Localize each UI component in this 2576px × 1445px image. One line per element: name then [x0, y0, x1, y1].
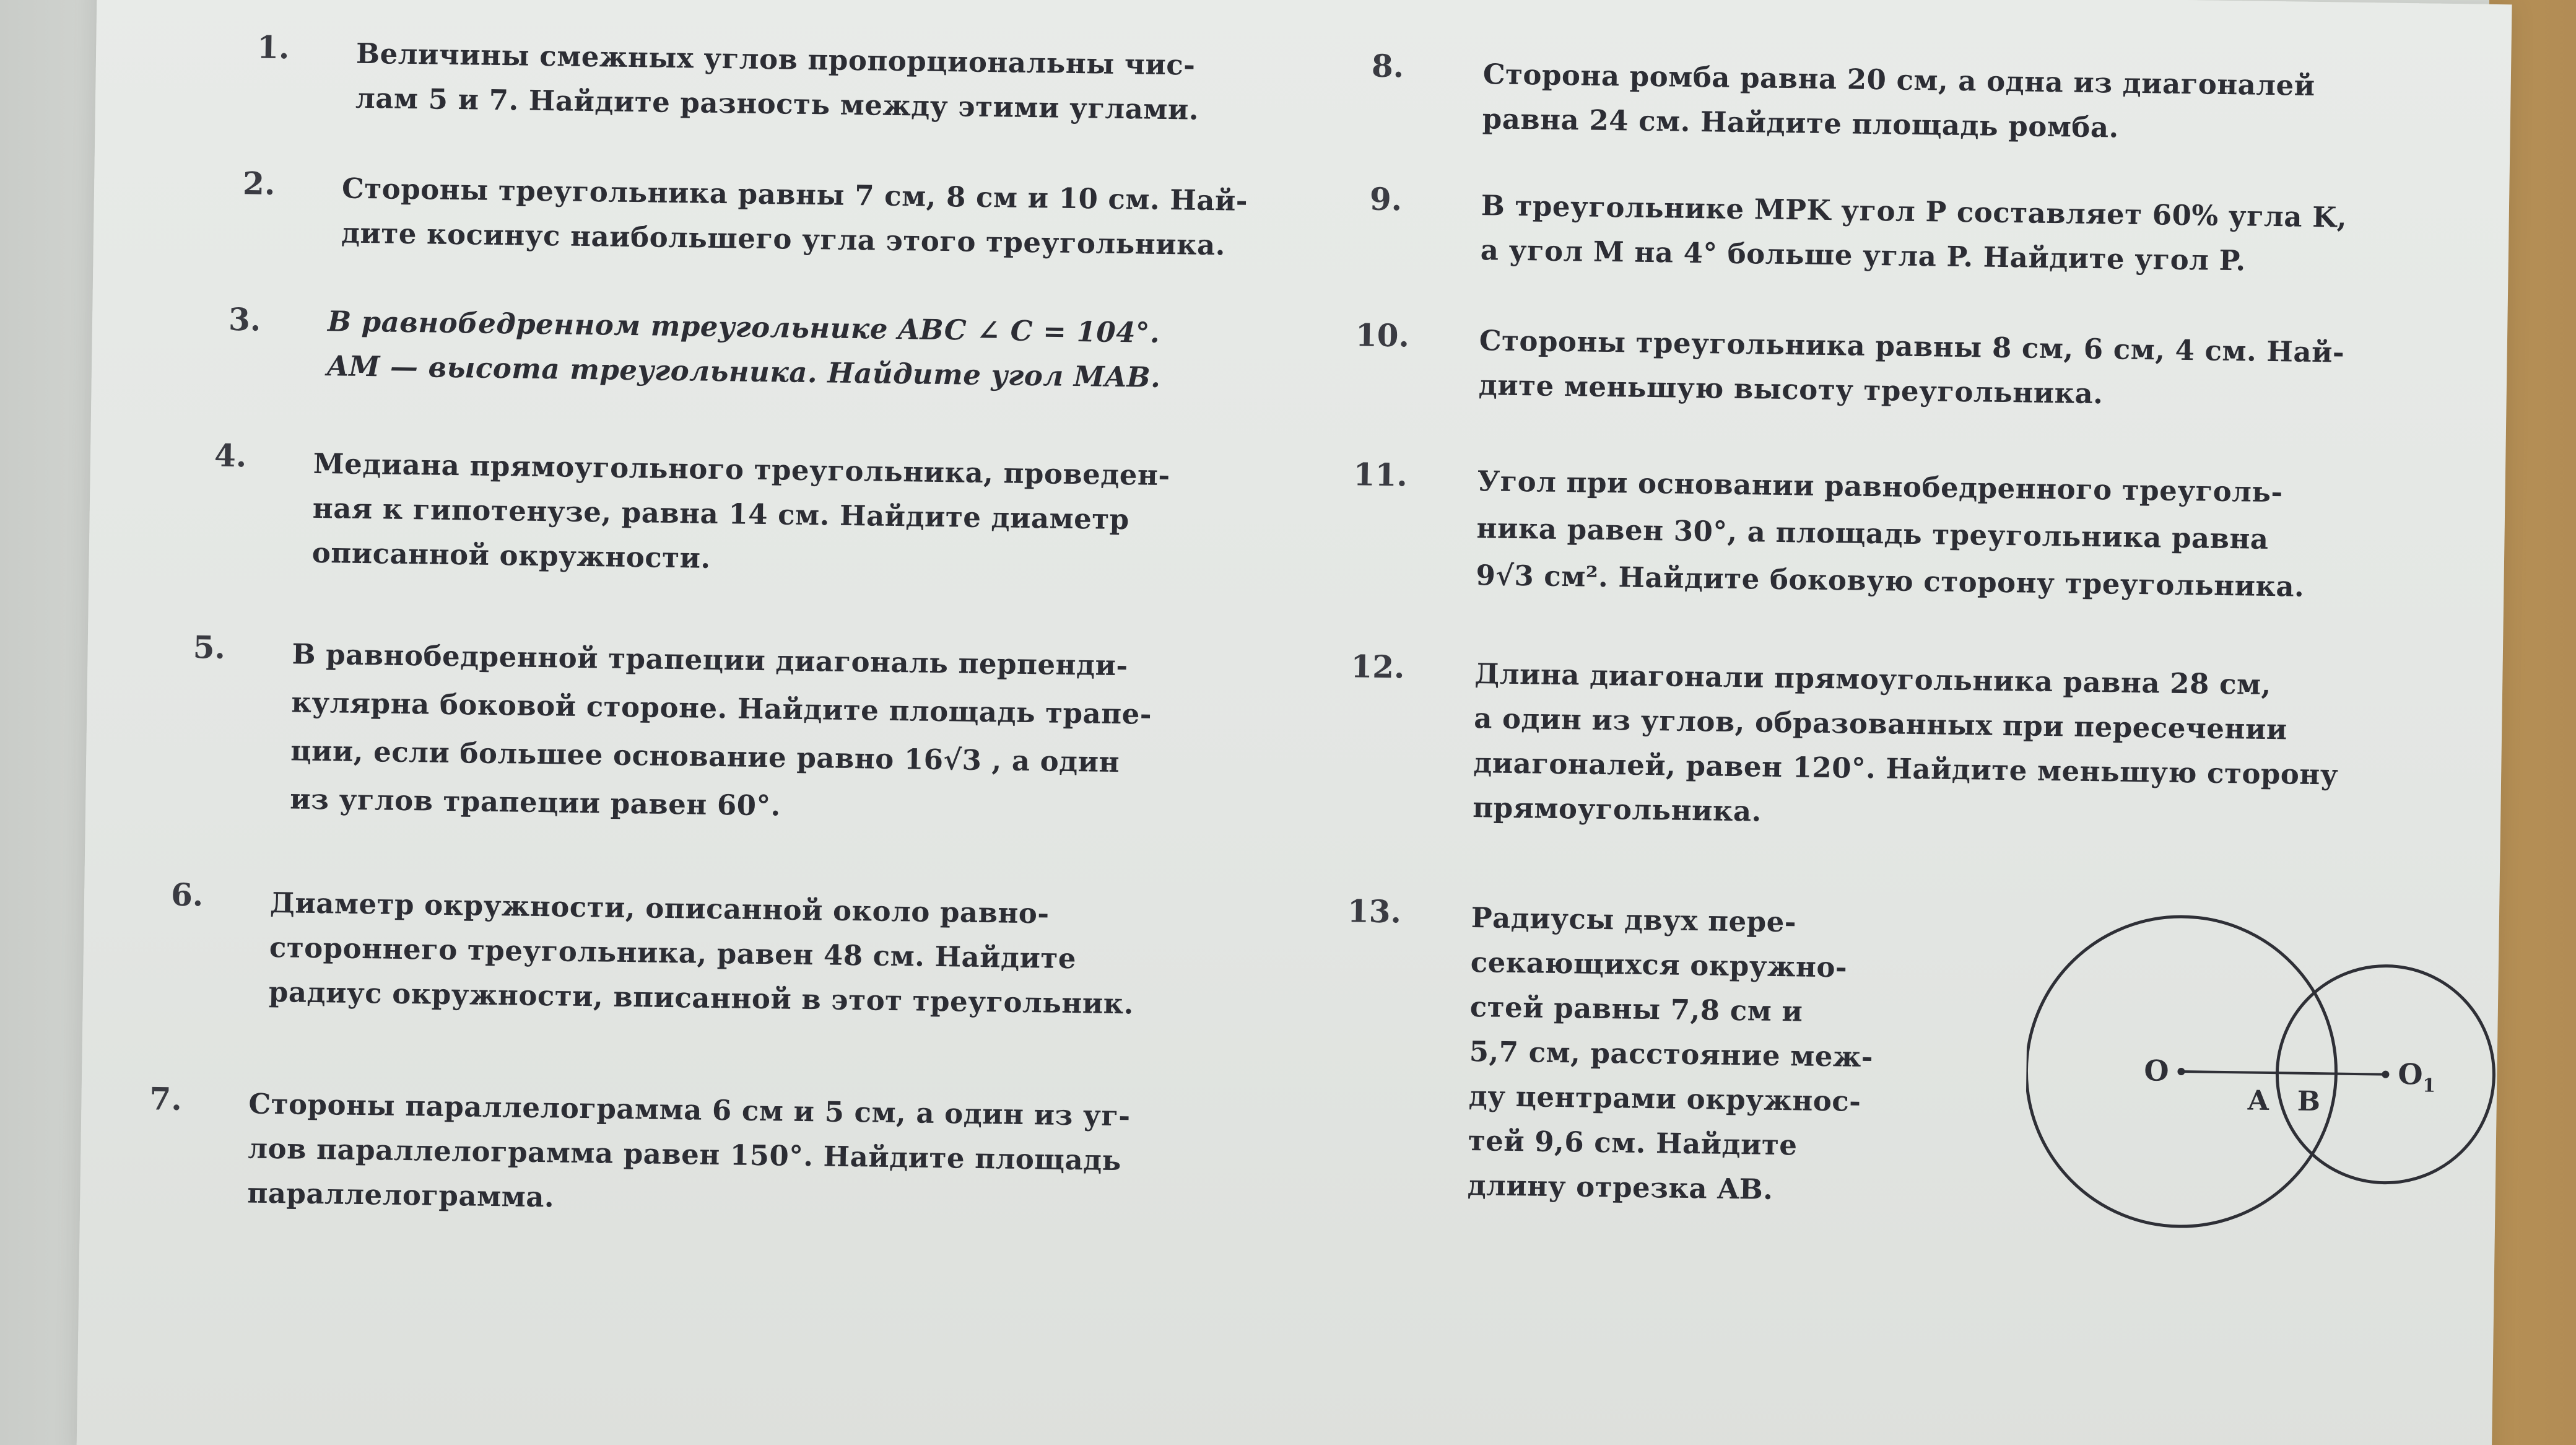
- problem-line: а один из углов, образованных при пересечении: [1473, 702, 2288, 746]
- problem-text: [290, 630, 1153, 835]
- problem-text: [1480, 183, 2347, 285]
- label-a: A: [2247, 1085, 2269, 1117]
- problem-line: Сторона ромба равна 20 см, а одна из диагоналей: [1482, 58, 2316, 102]
- problem-line: лов параллелограмма равен 150°. Найдите площадь: [248, 1132, 1122, 1177]
- problem-line: Стороны параллелограмма 6 см и 5 см, а один из уг-: [248, 1087, 1131, 1133]
- problem-number: 9.: [1369, 180, 1403, 218]
- problem-line: Радиусы двух пере-: [1471, 901, 1797, 939]
- problem-line: ции, если большее основание равно 16√3 , а один: [290, 734, 1120, 779]
- problem-line: Стороны треугольника равны 8 см, 6 см, 4 см. Най-: [1479, 324, 2345, 369]
- problem-line: 9√3 см². Найдите боковую сторону треугольника.: [1476, 559, 2305, 603]
- label-o1: [2398, 1057, 2436, 1097]
- problem-number: 3.: [228, 300, 261, 338]
- problem-line: 5,7 см, расстояние меж-: [1469, 1035, 1874, 1074]
- center-o: [2177, 1068, 2185, 1075]
- problem-number: 6.: [170, 876, 204, 914]
- problem-number: 5.: [193, 629, 226, 666]
- problem-text: [327, 299, 1162, 400]
- problem-number: 13.: [1347, 893, 1402, 930]
- problem-text: [1467, 896, 1875, 1213]
- problem-line: секающихся окружно-: [1470, 946, 1848, 984]
- problem-line: В равнобедренной трапеции диагональ перпенди-: [292, 637, 1129, 683]
- problem-line: Величины смежных углов пропорциональны чис-: [355, 37, 1196, 82]
- worksheet-page: [76, 0, 2512, 1445]
- problem-line: В треугольнике MPK угол P составляет 60% угла K,: [1481, 189, 2348, 234]
- problem-number: 12.: [1351, 648, 1405, 686]
- problem-line: длину отрезка AB.: [1467, 1168, 1773, 1206]
- problem-number: 1.: [256, 28, 290, 66]
- problem-text: [1473, 652, 2340, 842]
- label-o1-subscript: 1: [2422, 1075, 2436, 1097]
- problem-line: равна 24 см. Найдите площадь ромба.: [1482, 102, 2120, 144]
- problem-line: а угол M на 4° больше угла P. Найдите угол P.: [1480, 234, 2247, 277]
- problem-line: Медиана прямоугольного треугольника, проведен-: [313, 447, 1170, 492]
- problem-line: стей равны 7,8 см и: [1469, 990, 1803, 1028]
- label-o: O: [2144, 1054, 2169, 1088]
- intersecting-circles-figure: [2024, 896, 2512, 1250]
- center-o1: [2382, 1071, 2389, 1078]
- problem-text: [311, 442, 1170, 587]
- problem-text: [1482, 52, 2315, 153]
- problem-text: [1478, 318, 2344, 419]
- problem-line: AM — высота треугольника. Найдите угол MAB.: [326, 349, 1161, 394]
- problem-number: 8.: [1371, 47, 1404, 85]
- problem-line: параллелограмма.: [247, 1176, 555, 1214]
- problem-text: [355, 32, 1200, 133]
- segment-o-o1: [2181, 1072, 2385, 1075]
- problem-line: лам 5 и 7. Найдите разность между этими углами.: [355, 81, 1199, 126]
- problem-line: Угол при основании равнобедренного треуголь-: [1477, 465, 2284, 509]
- problem-text: [268, 881, 1135, 1026]
- problem-line: ная к гипотенузе, равна 14 см. Найдите диаметр: [312, 491, 1130, 536]
- problem-number: 2.: [242, 165, 276, 202]
- problem-line: диагоналей, равен 120°. Найдите меньшую сторону: [1473, 746, 2339, 792]
- problem-number: 11.: [1353, 456, 1408, 494]
- problem-line: радиус окружности, вписанной в этот треугольник.: [268, 975, 1134, 1021]
- problem-line: прямоугольника.: [1472, 791, 1762, 828]
- problem-number: 7.: [149, 1080, 183, 1117]
- problem-number: 10.: [1355, 317, 1410, 354]
- problem-line: ду центрами окружнос-: [1468, 1079, 1861, 1118]
- problem-text: [341, 166, 1248, 268]
- problem-line: Стороны треугольника равны 7 см, 8 см и 10 см. Най-: [341, 172, 1248, 217]
- problem-line: дите меньшую высоту треугольника.: [1478, 369, 2104, 411]
- problem-line: Длина диагонали прямоугольника равна 28 см,: [1474, 657, 2272, 702]
- problem-line: тей 9,6 см. Найдите: [1468, 1124, 1798, 1162]
- problem-number: 4.: [214, 437, 247, 474]
- problem-text: [1476, 458, 2306, 611]
- label-b: B: [2297, 1085, 2321, 1118]
- problem-line: дите косинус наибольшего угла этого треугольника.: [341, 216, 1226, 262]
- label-o1-main: O: [2398, 1057, 2423, 1091]
- problem-line: ника равен 30°, а площадь треугольника равна: [1476, 512, 2269, 556]
- problem-line: стороннего треугольника, равен 48 см. Найдите: [269, 930, 1077, 976]
- problem-line: Диаметр окружности, описанной около равно-: [269, 886, 1050, 930]
- problem-line: описанной окружности.: [311, 536, 711, 575]
- problem-line: кулярна боковой стороне. Найдите площадь трапе-: [291, 686, 1152, 731]
- problem-line: из углов трапеции равен 60°.: [289, 782, 781, 823]
- problem-text: [247, 1081, 1131, 1228]
- problem-line: В равнобедренном треугольнике ABC ∠ C = 104°.: [327, 305, 1160, 349]
